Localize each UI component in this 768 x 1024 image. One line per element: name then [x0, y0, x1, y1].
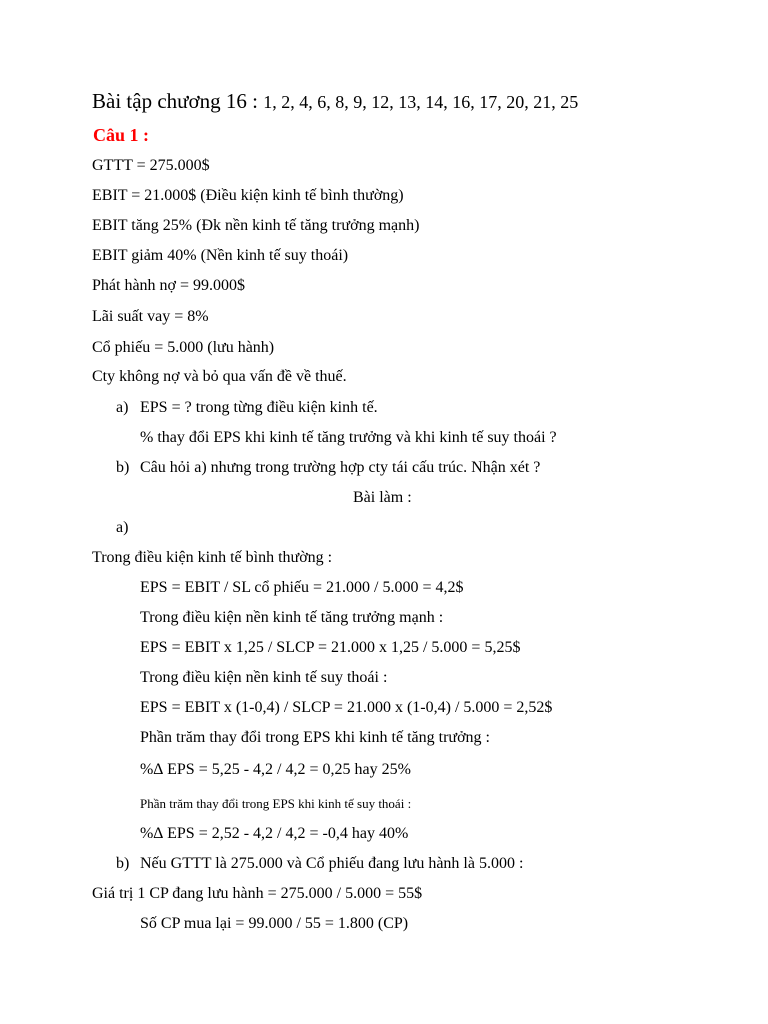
growth-change: %∆ EPS = 5,25 - 4,2 / 4,2 = 0,25 hay 25% [140, 761, 411, 778]
recession-eps: EPS = EBIT x (1-0,4) / SLCP = 21.000 x (1-0,4) / 5.000 = 2,52$ [140, 699, 553, 716]
given-line: EBIT = 21.000$ (Điều kiện kinh tế bình thường) [92, 187, 404, 204]
task-b-marker: b) [116, 459, 130, 476]
recession-heading: Trong điều kiện nền kinh tế suy thoái : [140, 669, 388, 686]
buyback: Số CP mua lại = 99.000 / 55 = 1.800 (CP) [140, 915, 409, 932]
given-line: Cổ phiếu = 5.000 (lưu hành) [92, 339, 275, 356]
solution-heading: Bài làm : [353, 489, 412, 506]
normal-heading: Trong điều kiện kinh tế bình thường : [92, 549, 333, 566]
task-b-text: Câu hỏi a) nhưng trong trường hợp cty tái cấu trúc. Nhận xét ? [140, 459, 541, 476]
task-b [116, 458, 540, 478]
given-line: Phát hành nợ = 99.000$ [92, 277, 246, 294]
title-main: Bài tập chương 16 : [92, 89, 258, 113]
page-title [92, 88, 578, 115]
task-a-text-2: % thay đổi EPS khi kinh tế tăng trưởng và khi kinh tế suy thoái ? [140, 429, 557, 446]
task-a [116, 398, 378, 418]
question-heading: Câu 1 : [93, 125, 150, 145]
growth-eps: EPS = EBIT x 1,25 / SLCP = 21.000 x 1,25 / 5.000 = 5,25$ [140, 639, 521, 656]
normal-eps: EPS = EBIT / SL cổ phiếu = 21.000 / 5.000 = 4,2$ [140, 579, 464, 596]
given-line: EBIT tăng 25% (Đk nền kinh tế tăng trưởng mạnh) [92, 217, 420, 234]
recession-change: %∆ EPS = 2,52 - 4,2 / 4,2 = -0,4 hay 40% [140, 825, 409, 842]
title-exercise-numbers: 1, 2, 4, 6, 8, 9, 12, 13, 14, 16, 17, 20, 21, 25 [263, 92, 579, 112]
solution-b-text: Nếu GTTT là 275.000 và Cổ phiếu đang lưu hành là 5.000 : [140, 855, 524, 872]
growth-change-heading: Phần trăm thay đổi trong EPS khi kinh tế tăng trưởng : [140, 729, 490, 746]
growth-heading: Trong điều kiện nền kinh tế tăng trưởng mạnh : [140, 609, 444, 626]
solution-b [116, 854, 523, 874]
solution-a-marker: a) [116, 519, 129, 536]
task-a-marker: a) [116, 399, 129, 416]
given-line: GTTT = 275.000$ [92, 157, 210, 174]
given-line: Cty không nợ và bỏ qua vấn đề về thuế. [92, 368, 347, 385]
recession-change-heading: Phần trăm thay đổi trong EPS khi kinh tế suy thoái : [140, 796, 412, 811]
given-line: EBIT giảm 40% (Nền kinh tế suy thoái) [92, 247, 349, 264]
share-value: Giá trị 1 CP đang lưu hành = 275.000 / 5.000 = 55$ [92, 885, 423, 902]
task-a-text: EPS = ? trong từng điều kiện kinh tế. [140, 399, 378, 416]
solution-b-marker: b) [116, 855, 130, 872]
given-line: Lãi suất vay = 8% [92, 308, 209, 325]
